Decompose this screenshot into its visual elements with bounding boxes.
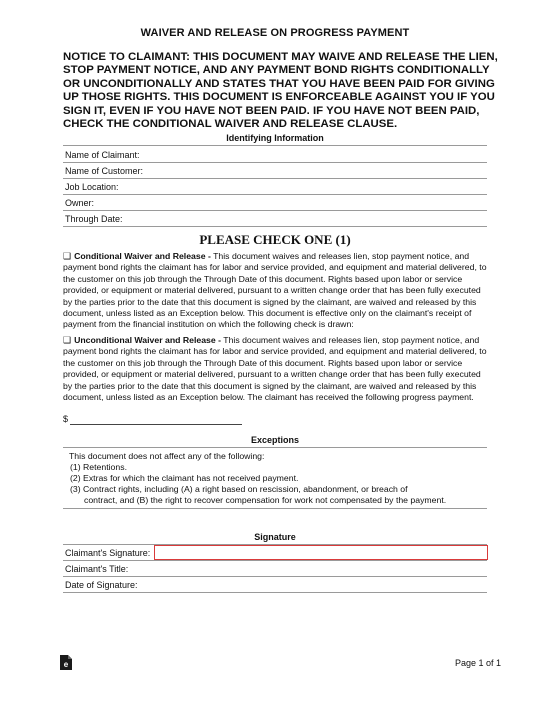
- divider: [63, 210, 487, 211]
- conditional-waiver-title: Conditional Waiver and Release -: [74, 251, 211, 261]
- signature-heading: Signature: [254, 532, 296, 542]
- unconditional-waiver-text: This document waives and releases lien, stop payment notice, and payment bond rights the claimant has for labor and service provided, and equipment and material delivered, to the customer on this job through the Through Date of this document. Rights based upon labor or service provided, or equipment or material delivered, pursuant to a written change order that has been fully executed by the parties prior to the date that this document is signed by the claimant, are waived and released by this document, unless listed as an Exception below. The claimant has received the following progress payment.: [63, 335, 487, 403]
- claimant-title-field[interactable]: Claimant's Title:: [65, 564, 129, 574]
- exception-item-continued: contract, and (B) the right to recover compensation for work not compensated by the payment.: [84, 495, 447, 505]
- divider: [63, 226, 487, 227]
- divider: [63, 162, 487, 163]
- divider: [63, 194, 487, 195]
- divider: [63, 447, 487, 448]
- divider: [63, 576, 487, 577]
- unconditional-checkbox[interactable]: ❑: [63, 335, 72, 345]
- conditional-checkbox[interactable]: ❑: [63, 251, 72, 261]
- eforms-logo-icon: [60, 655, 72, 670]
- claimant-name-field[interactable]: Name of Claimant:: [65, 150, 140, 160]
- customer-name-field[interactable]: Name of Customer:: [65, 166, 144, 176]
- owner-field[interactable]: Owner:: [65, 198, 95, 208]
- job-location-field[interactable]: Job Location:: [65, 182, 119, 192]
- claimant-notice: NOTICE TO CLAIMANT: THIS DOCUMENT MAY WAIVE AND RELEASE THE LIEN, STOP PAYMENT NOTICE, AND ANY PAYMENT BOND RIGHTS CONDITIONALLY OR UNCONDITIONALLY AND STATES THAT YOU HAVE BEEN PAID FOR GIVING UP THOSE RIGHTS. THIS DOCUMENT IS ENFORCEABLE AGAINST YOU IF YOU SIGN IT, EVEN IF YOU HAVE NOT BEEN PAID. IF YOU HAVE NOT BEEN PAID, CHECK THE CONDITIONAL WAIVER AND RELEASE CLAUSE.: [63, 51, 498, 131]
- check-one-title: PLEASE CHECK ONE (1): [199, 232, 351, 247]
- unconditional-waiver-paragraph: [63, 335, 491, 403]
- through-date-field[interactable]: Through Date:: [65, 214, 123, 224]
- divider: [63, 508, 487, 509]
- divider: [63, 560, 487, 561]
- amount-prefix: $: [63, 414, 69, 424]
- unconditional-waiver-title: Unconditional Waiver and Release -: [74, 335, 221, 345]
- exceptions-heading: Exceptions: [250, 435, 299, 445]
- exception-item: (3) Contract rights, including (A) a right based on rescission, abandonment, or breach of: [70, 484, 408, 494]
- identifying-info-heading: Identifying Information: [226, 133, 324, 143]
- svg-text:e: e: [63, 660, 69, 669]
- date-of-signature-field[interactable]: Date of Signature:: [65, 580, 138, 590]
- claimant-signature-label: Claimant's Signature:: [65, 548, 151, 558]
- exceptions-intro: This document does not affect any of the following:: [69, 451, 265, 461]
- page-number: Page 1 of 1: [455, 658, 502, 668]
- divider: [63, 592, 487, 593]
- divider: [63, 145, 487, 146]
- conditional-waiver-text: This document waives and releases lien, stop payment notice, and payment bond rights the claimant has for labor and service provided, and equipment and material delivered, to the customer on this job through the Through Date of this document. Rights based upon labor or service provided, or equipment or material delivered, pursuant to a written change order that has been fully executed by the parties prior to the date that this document is signed by the claimant, are waived and released by this document, unless listed as an Exception below. This document is effective only on the claimant's receipt of payment from the financial institution on which the following check is drawn:: [63, 251, 487, 330]
- exception-item: (2) Extras for which the claimant has not received payment.: [70, 473, 299, 483]
- claimant-signature-field[interactable]: [154, 545, 488, 560]
- exception-item: (1) Retentions.: [70, 462, 127, 472]
- conditional-waiver-paragraph: [63, 251, 491, 331]
- amount-field[interactable]: [70, 424, 242, 425]
- document-title: WAIVER AND RELEASE ON PROGRESS PAYMENT: [140, 27, 410, 39]
- divider: [63, 178, 487, 179]
